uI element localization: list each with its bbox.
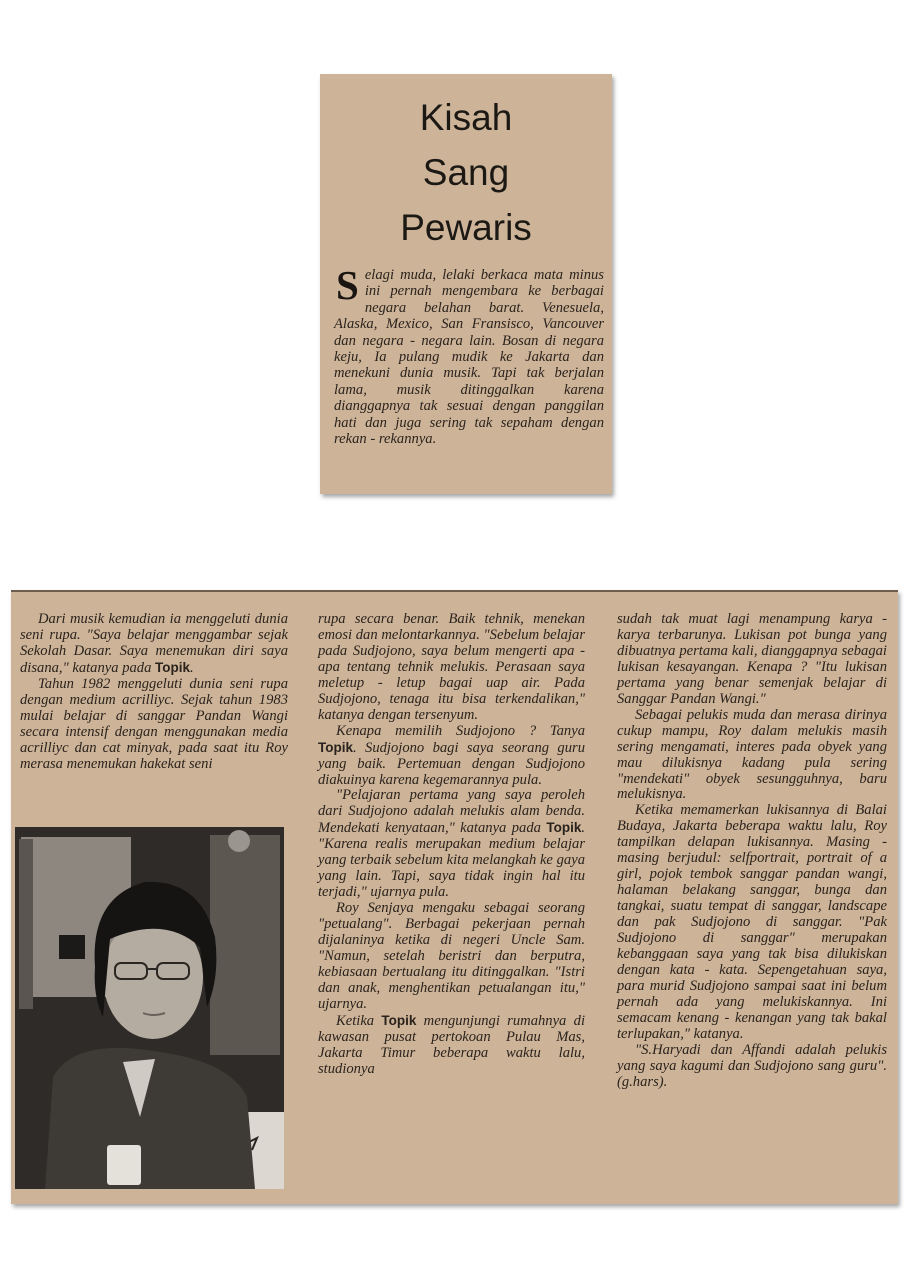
col2-paragraph-1: rupa secara benar. Baik tehnik, menekan emosi dan melontarkannya. "Sebelum belajar pada Sudjojono, saya belum mengerti apa - apa tentang tehnik melukis. Perasaan saya meletup - letup bagai uap air. Pada Sudjojono, tenaga itu bisa terkendalikan," katanya dengan tersenyum.	[318, 611, 585, 723]
article-column-2	[318, 612, 585, 1078]
col1-paragraph-2: Tahun 1982 menggeluti dunia seni rupa dengan medium acrilliyc. Sejak tahun 1983 mulai belajar di sanggar Pandan Wangi secara intensif dengan menggunakan media acrilliyc dan cat minyak, pada saat itu Roy merasa menemukan hakekat seni	[20, 675, 288, 772]
magazine-name: Topik	[546, 820, 582, 836]
lead-paragraph	[334, 262, 604, 448]
article-column-1	[20, 612, 288, 773]
magazine-name: Topik	[381, 1012, 417, 1028]
col2-p5-text: Ketika	[336, 1012, 382, 1029]
col2-paragraph-4: Roy Senjaya mengaku sebagai seorang "petualang". Berbagai pekerjaan pernah dijalaninya ketika di negeri Uncle Sam. "Namun, setelah beristri dan berputra, kebiasaan bertualang itu ditinggalkan. "Istri dan anak, menghentikan petualangan itu," ujarnya.	[318, 900, 585, 1012]
col2-p5-end: mengunjungi rumahnya di kawasan pusat pertokoan Pulau Mas, Jakarta Timur beberapa waktu lalu, studionya	[318, 1012, 585, 1077]
col1-p1-text: Dari musik kemudian ia menggeluti dunia seni rupa. "Saya belajar menggambar sejak Sekolah Dasar. Saya menemukan diri saya disana," katanya pada	[20, 611, 288, 676]
col2-p3-text: "Pelajaran pertama yang saya peroleh dari Sudjojono adalah melukis alam benda. Mendekati kenyataan," katanya pada	[318, 787, 585, 837]
headline-line-3: Pewaris	[400, 207, 532, 248]
col2-p2-text: Kenapa memilih Sudjojono ? Tanya	[336, 722, 585, 739]
article-body-clipping	[11, 590, 898, 1204]
article-column-3	[617, 612, 887, 1091]
lead-text: elagi muda, lelaki berkaca mata minus ini pernah mengembara ke berbagai negara belahan barat. Venesuela, Alaska, Mexico, San Fransisco, Vancouver dan negara - negara lain. Bosan di negara keju, Ia pulang mudik ke Jakarta dan menekuni dunia musik. Tapi tak berjalan lama, musik ditinggalkan karena dianggapnya tak sesuai dengan panggilan hati dan juga sering tak sepaham dengan rekan - rekannya.	[334, 267, 604, 448]
col2-paragraph-3	[318, 788, 585, 901]
col2-p3-end: . "Karena realis merupakan medium belajar yang terbaik sebelum kita melangkah ke gaya yang lain. Tapi, saya tidak ingin hal itu terjadi," ujarnya pula.	[318, 820, 585, 901]
col3-paragraph-4: "S.Haryadi dan Affandi adalah pelukis yang saya kagumi dan Sudjojono sang guru". (g.hars).	[617, 1041, 887, 1090]
col3-paragraph-2: Sebagai pelukis muda dan merasa dirinya cukup mampu, Roy dalam melukis masih sering mengamati, interes pada obyek yang mau dilukisnya kadang pula sering "mendekati" obyek sesungguhnya, baru melukisnya.	[617, 706, 887, 803]
artist-portrait-photo	[15, 827, 284, 1189]
headline-clipping	[320, 74, 612, 494]
headline-line-2: Sang	[422, 152, 510, 193]
drop-cap: S	[336, 262, 359, 308]
magazine-name: Topik	[318, 739, 353, 755]
col3-paragraph-3: Ketika memamerkan lukisannya di Balai Budaya, Jakarta beberapa waktu lalu, Roy tampilkan delapan lukisannya. Masing - masing berjudul: selfportrait, portrait of a girl, pojok tembok sanggar pandan wangi, halaman belakang sanggar, bunga dan tangkai, suatu tempat di sanggar, landscape dan pak Sudjojono di sanggar. "Pak Sudjojono di sanggar" merupakan kebanggaan saya yang tak bisa dilukiskan dengan kata - kata. Sepengetahuan saya, para murid Sudjojono sampai saat ini belum pernah ada yang melukiskannya. Ini semacam kenang - kenangan yang tak bakal terlupakan," katanya.	[617, 802, 887, 1042]
article-headline	[320, 90, 612, 255]
col1-p1-end: .	[190, 659, 194, 676]
portrait-illustration	[15, 827, 284, 1189]
col1-paragraph-1	[20, 612, 288, 677]
col3-paragraph-1: sudah tak muat lagi menampung karya - karya terbarunya. Lukisan pot bunga yang dibuatnya pertama kali, dianggapnya sebagai lukisan kesayangan. Kenapa ? "Itu lukisan pertama yang benar semenjak belajar di Sanggar Pandan Wangi."	[617, 611, 887, 707]
col2-paragraph-2	[318, 724, 585, 789]
headline-line-1: Kisah	[419, 97, 513, 138]
col2-paragraph-5	[318, 1013, 585, 1078]
magazine-name: Topik	[155, 659, 191, 675]
col2-p2-end: . Sudjojono bagi saya seorang guru yang baik. Pertemuan dengan Sudjojono diakuinya karena kegemarannya pula.	[318, 739, 585, 788]
